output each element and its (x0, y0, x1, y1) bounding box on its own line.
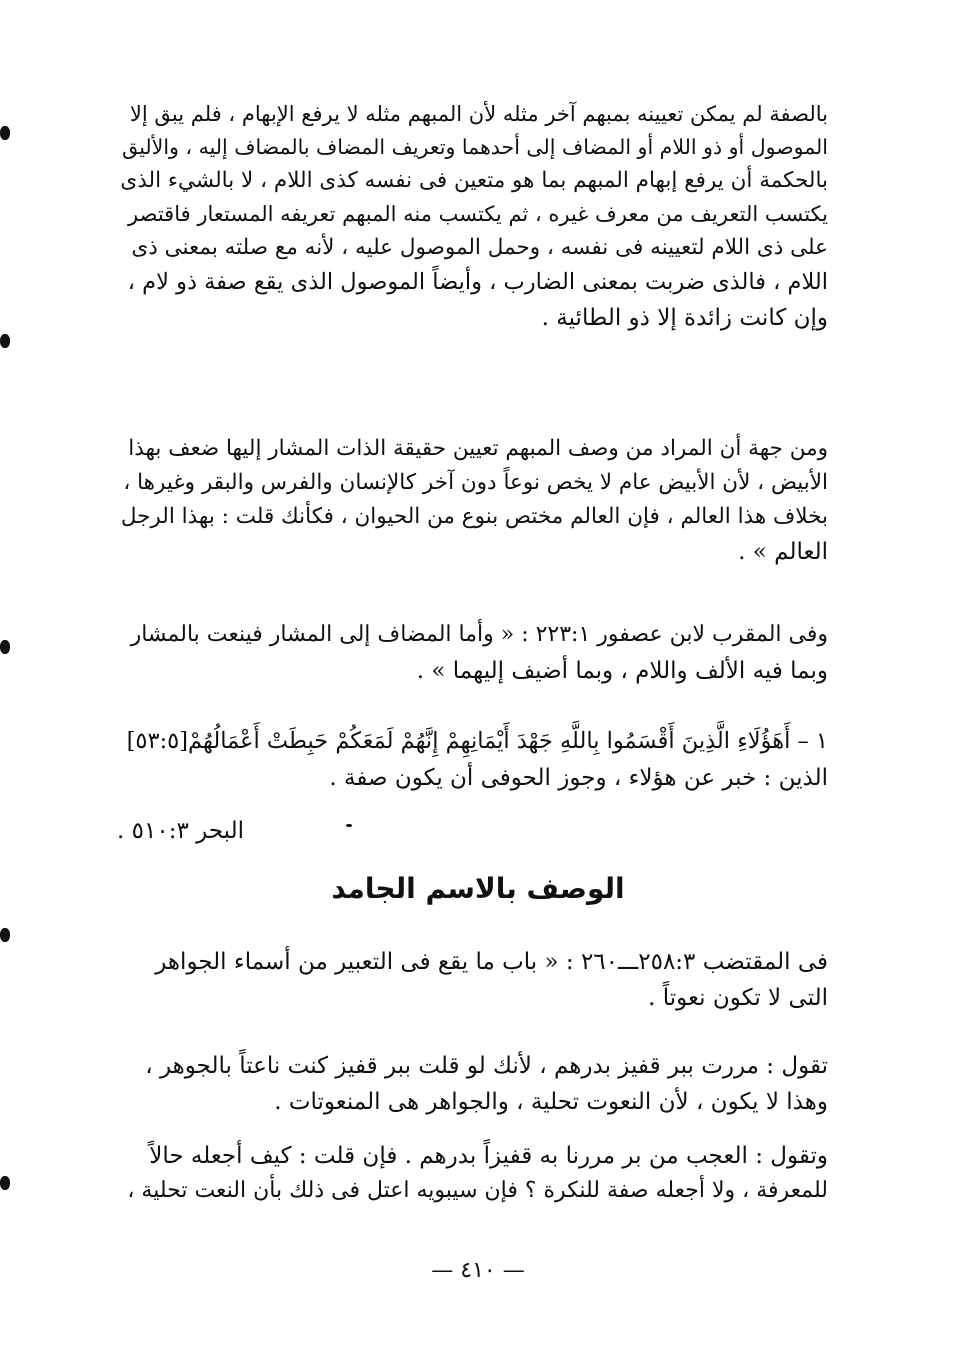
scan-mark (0, 334, 10, 348)
scan-mark (0, 1176, 10, 1190)
paragraph-7 (116, 1138, 828, 1209)
source-reference (117, 818, 244, 844)
text-line: وفى المقرب لابن عصفور ٢٢٣:١ : « وأما المضاف إلى المشار فينعت بالمشار (130, 622, 828, 647)
text-line: العالم » . (738, 538, 828, 565)
scan-mark (0, 640, 10, 654)
text-line: التى لا تكون نعوتاً . (648, 985, 828, 1012)
text-line: اللام ، فالذى ضربت بمعنى الضارب ، وأيضاً الموصول الذى يقع صفة ذو لام ، (127, 268, 828, 295)
text-line: ومن جهة أن المراد من وصف المبهم تعيين حقيقة الذات المشار إليها ضعف بهذا (128, 436, 828, 461)
text-line: للمعرفة ، ولا أجعله صفة للنكرة ؟ فإن سيبويه اعتل فى ذلك بأن النعت تحلية ، (127, 1178, 828, 1204)
paragraph-5 (116, 944, 828, 1017)
paragraph-3 (116, 618, 828, 689)
text-line: ١ – أَهَؤُلَاءِ الَّذِينَ أَقْسَمُوا بِاللَّهِ جَهْدَ أَيْمَانِهِمْ إِنَّهُمْ لَمَعَكُمْ حَبِطَتْ أَعْمَالُهُمْ[٥٣:٥] (126, 728, 828, 754)
text-line: بخلاف هذا العالم ، فإن العالم مختص بنوع من الحيوان ، فكأنك قلت : بهذا الرجل (120, 503, 828, 529)
text-line: بالحكمة أن يرفع إبهام المبهم بما هو متعين فى نفسه كذى اللام ، لا بالشيء الذى (120, 167, 828, 193)
paragraph-2 (116, 432, 828, 570)
text-line: البحر ٥١٠:٣ . (117, 818, 244, 844)
text-line: الموصول أو ذو اللام أو المضاف إلى أحدهما وتعريف المضاف بالمضاف إليه ، والأليق (122, 135, 828, 160)
text-line: على ذى اللام لتعيينه فى نفسه ، وحمل الموصول عليه ، لأنه مع صلته بمعنى ذى (131, 234, 828, 260)
quran-citation (116, 724, 828, 796)
section-heading: الوصف بالاسم الجامد (331, 872, 625, 905)
text-line: وإن كانت زائدة إلا ذو الطائية . (541, 305, 828, 332)
paragraph-6 (116, 1048, 828, 1121)
scan-mark (346, 824, 352, 827)
text-line: بالصفة لم يمكن تعيينه بمبهم آخر مثله لأن المبهم مثله لا يرفع الإبهام ، فلم يبق إلا (129, 102, 828, 126)
text-line: وهذا لا يكون ، لأن النعوت تحلية ، والجواهر هى المنعوتات . (274, 1089, 828, 1116)
text-line: تقول : مررت ببر قفيز بدرهم ، لأنك لو قلت ببر قفيز كنت ناعتاً بالجوهر ، (145, 1053, 828, 1079)
scan-mark (0, 928, 10, 942)
text-line: الذين : خبر عن هؤلاء ، وجوز الحوفى أن يكون صفة . (329, 764, 828, 791)
paragraph-1 (116, 98, 828, 337)
text-line: وبما فيه الألف واللام ، وبما أضيف إليهما » . (416, 657, 828, 684)
text-line: وتقول : العجب من بر مررنا به قفيزاً بدرهم . فإن قلت : كيف أجعله حالاً (149, 1143, 828, 1169)
text-line: يكتسب التعريف من معرف غيره ، ثم يكتسب منه المبهم تعريفه المستعار فاقتصر (128, 201, 828, 226)
text-line: الأبيض ، لأن الأبيض عام لا يخص نوعاً دون آخر كالإنسان والفرس والبقر وغيرها ، (123, 469, 828, 495)
text-line: فى المقتضب ٢٥٨:٣ـــ٢٦٠ : « باب ما يقع فى التعبير من أسماء الجواهر (155, 949, 828, 975)
scan-mark (0, 126, 10, 140)
page-number: — ٤١٠ — (431, 1258, 525, 1283)
